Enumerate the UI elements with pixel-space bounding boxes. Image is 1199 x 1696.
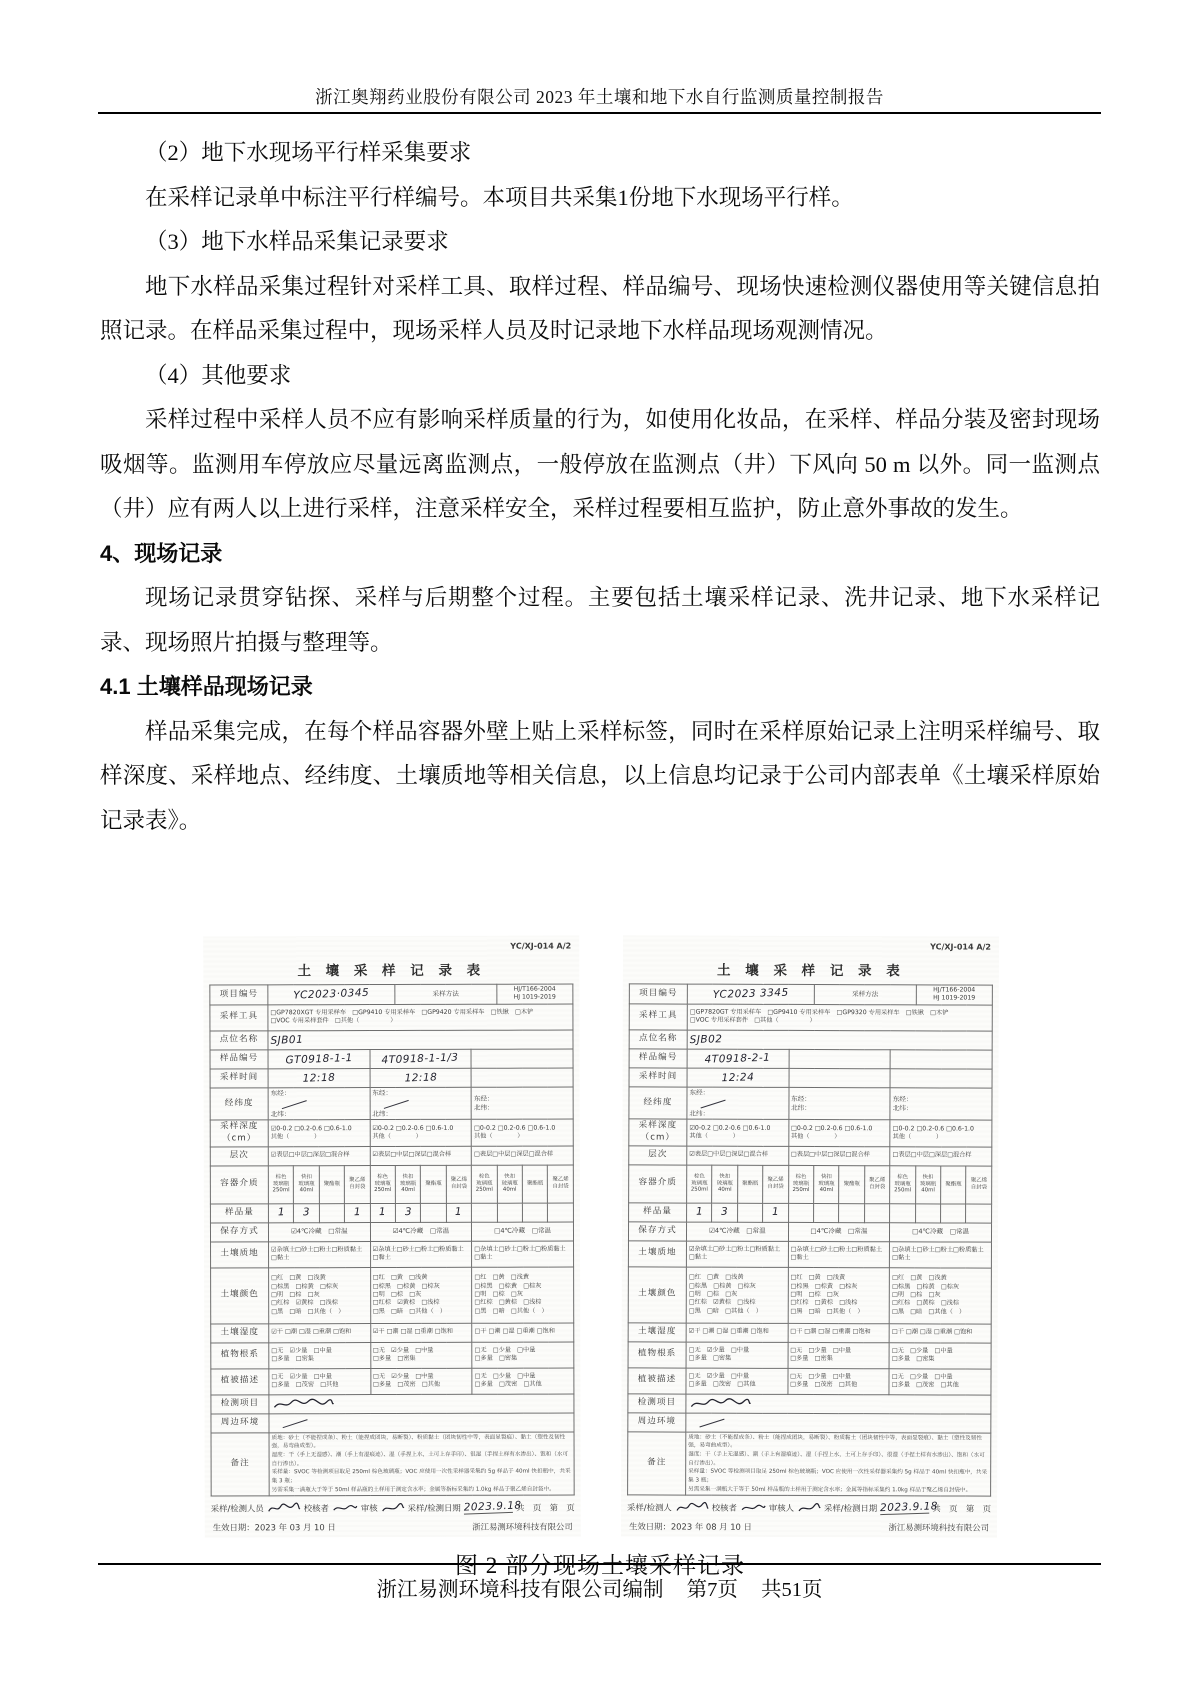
- form-cell: [294, 1203, 319, 1222]
- form-cell: ☑杂填土□砂土□粉土□粉质黏土 □黏土: [269, 1241, 371, 1267]
- form-cell: ☑干 □潮 □湿 □重潮 □饱和: [686, 1323, 788, 1342]
- form-cell: [497, 1203, 522, 1222]
- form-cell: [789, 1068, 891, 1087]
- signature-scribble: [267, 1502, 301, 1514]
- form-cell: □无 □少量 □中量 □多量 □密集: [889, 1342, 991, 1368]
- form-cell: 棕色 玻璃瓶 250ml: [268, 1165, 294, 1203]
- form-cell: [966, 1204, 992, 1223]
- page-footer: [100, 1572, 1099, 1602]
- form-cell: □杂填土□砂土□粉土□粉质黏土 □黏土: [788, 1241, 890, 1267]
- form-row: [628, 1393, 991, 1413]
- signature-scribble: [740, 1501, 766, 1513]
- form-cell: 东经： 北纬：: [268, 1087, 370, 1120]
- scanned-form-right: [621, 935, 999, 1537]
- form-row-label: 检测项目: [628, 1393, 686, 1412]
- form-cell: [789, 1049, 891, 1068]
- form-row-label: 层次: [629, 1145, 687, 1164]
- form-row-label: 样品编号: [629, 1049, 687, 1068]
- form-row-label: 采样工具: [210, 1005, 268, 1031]
- handwritten-slash: [280, 1413, 308, 1428]
- form-cell: □表层□中层□深层□混合样: [890, 1146, 992, 1165]
- form-cell: □无 ☑少量 □中量 □多量 □茂密 □其他: [370, 1368, 472, 1394]
- form-cell: □4℃冷藏 □常温: [890, 1222, 992, 1241]
- form-row-label: 检测项目: [211, 1394, 269, 1413]
- scanned-form-left: [203, 936, 581, 1538]
- form-cell: 聚酯瓶: [421, 1165, 447, 1203]
- handwritten-entry: 1: [353, 1206, 362, 1219]
- handwritten-entry: 1: [378, 1206, 387, 1219]
- checker-label: 校核者: [711, 1502, 737, 1513]
- form-row-label: 采样时间: [210, 1069, 268, 1088]
- form-cell: [864, 1203, 889, 1222]
- form-cell: □无 ☑少量 □中量 □多量 □密集: [370, 1342, 472, 1368]
- form-row-label: 植物根系: [628, 1341, 686, 1367]
- handwritten-entry: 12:18: [403, 1070, 438, 1085]
- form-cell: [269, 1413, 574, 1433]
- form-cell: [268, 1030, 573, 1050]
- form-cell: 棕色 玻璃瓶 250ml: [687, 1165, 713, 1203]
- form-cell: □无 ☑少量 □中量 □多量 □密集: [686, 1342, 788, 1368]
- form-cell: [345, 1203, 370, 1222]
- handwritten-entry: 1: [277, 1206, 285, 1219]
- paragraph: 样品采集完成，在每个样品容器外壁上贴上采样标签，同时在采样原始记录上注明采样编号、取样深度、采样地点、经纬度、土壤质地等相关信息，以上信息均记录于公司内部表单《土壤采样原始记录表》。: [100, 718, 1100, 833]
- form-cell: [686, 1413, 991, 1433]
- form-cell: [370, 1068, 472, 1087]
- form-row: [628, 1412, 991, 1432]
- form-cell: □杂填土□砂土□粉土□粉质黏土 □黏土: [472, 1241, 574, 1267]
- form-company: 浙江易测环境科技有限公司: [472, 1521, 573, 1532]
- form-cell: 聚乙烯 自封袋: [548, 1165, 574, 1203]
- form-row: [210, 1165, 573, 1204]
- form-cell: ☑干 □潮 □湿 □重潮 □饱和: [269, 1323, 371, 1342]
- form-cell: [319, 1203, 344, 1222]
- form-cell: □红 □黄 □浅黄 □棕黑 □棕黄 □棕灰 □明 □棕 □灰 □红棕 □黄棕 □浅棕 □黑 □暗 □其他（ ）: [889, 1267, 991, 1323]
- form-cell: [268, 1049, 370, 1068]
- form-row: [210, 1049, 573, 1069]
- form-cell: □GP7820GT 专用采样车 □GP9410 专用采样车 □GP9320 专用采样车 □铁锹 □木铲 □VOC 专用采样套件 □其他（ ）: [687, 1004, 992, 1031]
- form-row-label: 采样工具: [629, 1004, 687, 1030]
- scanned-forms-row: [100, 936, 1100, 1537]
- form-row: [210, 1119, 573, 1146]
- form-cell: [687, 1049, 789, 1068]
- form-row-label: 备注: [628, 1431, 686, 1495]
- form-cell: [737, 1203, 762, 1222]
- form-row: [210, 1068, 573, 1088]
- form-cell: □表层□中层□深层□混合样: [472, 1146, 574, 1165]
- form-cell: □无 ☑少量 □中量 □多量 □茂密 □其他: [269, 1368, 371, 1394]
- form-row-label: 项目编号: [210, 985, 268, 1005]
- form-row-label: 点位名称: [210, 1031, 268, 1050]
- section-heading-3: （3）地下水样品采集记录要求: [145, 229, 449, 254]
- form-cell: 快扣 玻璃瓶 40ml: [712, 1165, 738, 1203]
- form-row: [628, 1367, 991, 1394]
- form-row-label: 植物根系: [211, 1342, 269, 1368]
- effective-date: 生效日期：2023 年 08 月 10 日: [628, 1521, 752, 1532]
- form-cell: ☑干 □潮 □湿 □重潮 □饱和: [370, 1323, 472, 1342]
- form-row-label: 层次: [210, 1146, 268, 1165]
- form-row-label: 容器介质: [629, 1164, 687, 1202]
- form-cell: □红 □黄 □浅黄 □棕黑 □棕黄 □棕灰 □明 □棕 □灰 □红棕 ☑黄棕 □浅棕 □黑 □暗 □其他（ ）: [686, 1267, 788, 1323]
- form-row-label: 土壤湿度: [211, 1323, 269, 1342]
- soil-sampling-record-table: [209, 984, 574, 1497]
- form-cell: □无 □少量 □中量 □多量 □茂密 □其他: [788, 1368, 890, 1394]
- heading-site-records: 4、现场记录: [100, 540, 223, 566]
- form-cell: ☑4℃冷藏 □常温: [370, 1222, 472, 1241]
- form-cell: 聚酯瓶: [522, 1165, 548, 1203]
- form-cell: □干 □潮 □湿 □重潮 □饱和: [788, 1323, 890, 1342]
- form-cell: □4℃冷藏 □常温: [472, 1222, 574, 1241]
- form-cell: □4℃冷藏 □常温: [788, 1222, 890, 1241]
- form-row: [628, 1240, 991, 1267]
- signature-line: [211, 1501, 575, 1515]
- form-row: [629, 1030, 992, 1050]
- form-cell: □杂填土□砂土□粉土□粉质黏土 □黏土: [890, 1241, 992, 1267]
- form-row-label: 植被描述: [211, 1368, 269, 1394]
- form-row: [629, 1119, 992, 1146]
- form-doc-code: YC/XJ-014 A/2: [510, 941, 572, 951]
- form-row: [629, 1049, 992, 1069]
- form-cell: 棕色 玻璃瓶 250ml: [788, 1165, 814, 1203]
- form-cell: [395, 1203, 420, 1222]
- form-cell: ☑0-0.2 □0.2-0.6 □0.6-1.0 其他（ ）: [370, 1120, 472, 1146]
- checker-label: 校核者: [303, 1502, 329, 1513]
- handwritten-entry: GT0918-1-1: [285, 1051, 353, 1067]
- paragraph: 采样过程中采样人员不应有影响采样质量的行为，如使用化妆品，在采样、样品分装及密封现场吸烟等。监测用车停放应尽量远离监测点，一般停放在监测点（井）下风向 50 m 以外。同一监测点（井）应有两人以上进行采样，注意采样安全，采样过程要相互监护，防止意外事故的发生。: [100, 407, 1100, 521]
- form-cell: [712, 1203, 737, 1222]
- header-rule: [98, 112, 1101, 114]
- form-cell: [370, 1203, 395, 1222]
- form-row: [629, 984, 992, 1005]
- form-cell: ☑杂填土□砂土□粉土□粉质黏土 □黏土: [370, 1241, 472, 1267]
- form-cell: □0-0.2 □0.2-0.6 □0.6-1.0 其他（ ）: [890, 1120, 992, 1147]
- sampler-label: 采样/检测人: [627, 1502, 672, 1513]
- handwritten-scribble: [271, 1400, 335, 1408]
- form-row-label: 项目编号: [629, 984, 687, 1004]
- form-cell: [839, 1203, 864, 1222]
- form-row: [211, 1241, 574, 1268]
- form-row-label: 采样深度（cm）: [210, 1120, 268, 1146]
- form-row-label: 植被描述: [628, 1367, 686, 1393]
- sampler-label: 采样/检测人员: [210, 1503, 264, 1514]
- form-row-label: 采样深度（cm）: [629, 1119, 687, 1145]
- handwritten-entry: 1: [455, 1206, 463, 1219]
- form-row-label: 采样时间: [629, 1068, 687, 1087]
- form-cell: 聚乙烯 自封袋: [763, 1165, 789, 1203]
- form-cell: □无 □少量 □中量 □多量 □密集: [472, 1342, 574, 1368]
- form-cell: 聚酯瓶: [319, 1165, 345, 1203]
- form-cell: 聚乙烯 自封袋: [345, 1165, 371, 1203]
- form-row: [210, 1087, 573, 1121]
- form-cell: 东经： 北纬：: [687, 1087, 789, 1120]
- form-cell: 聚乙烯 自封袋: [966, 1166, 992, 1204]
- form-cell: [763, 1203, 788, 1222]
- handwritten-entry: SJB01: [270, 1033, 304, 1047]
- form-row: [210, 1222, 573, 1242]
- form-cell: [941, 1204, 966, 1223]
- footer-page-total: 共51页: [761, 1579, 823, 1601]
- form-row-label: 容器介质: [210, 1165, 268, 1203]
- form-row-label: 保存方式: [210, 1222, 268, 1241]
- signature-scribble: [381, 1502, 405, 1514]
- form-row: [210, 984, 573, 1005]
- page-count-label: 共 页 第 页: [516, 1502, 575, 1513]
- form-cell: 聚酯瓶: [839, 1165, 865, 1203]
- section-heading-2: （2）地下水现场平行样采集要求: [145, 140, 472, 165]
- reviewer-label: 审核: [360, 1502, 378, 1513]
- footer-rule: [98, 1563, 1101, 1565]
- form-cell: 快扣 玻璃瓶 40ml: [294, 1165, 320, 1203]
- form-row-label: 周边环境: [211, 1413, 269, 1432]
- form-cell: [686, 1394, 991, 1414]
- footer-maker: 浙江易测环境科技有限公司编制: [376, 1579, 664, 1601]
- form-cell: 质地：砂土（不能捏成条）、粉土（能捏成团块，易断裂）、粉质黏土（团块韧性中等，表面显裂痕）、黏土（塑性及韧性强，易弯曲成型）。 湿度：干（手上无湿感）、潮（手上有湿痕迹）、湿（手捏上水，土可上存手印）、很湿（手捏土样有水渗出）、饱和（水可自行渗出）。 采样量：SVOC 等检测项目取足 250ml 棕色玻璃瓶；VOC 应使用一次性采样器采集约 5g 样品于 40ml 快扣瓶中，共采集 3 瓶； 另需采集一满瓶大于等于 50ml 样品瓶的土样用于测定含水率；金属等指标采集约 1.0kg 样品于聚乙烯自封袋中。: [269, 1432, 574, 1496]
- form-cell: 棕色 玻璃瓶 250ml: [472, 1165, 498, 1203]
- form-row-label: 保存方式: [628, 1221, 686, 1240]
- form-company: 浙江易测环境科技有限公司: [888, 1522, 990, 1533]
- form-cell: [471, 1049, 573, 1068]
- form-row: [629, 1087, 992, 1121]
- form-cell: □红 □黄 □浅黄 □棕黑 □棕黄 □棕灰 □明 □棕 □灰 □红棕 ☑黄棕 □浅棕 □黑 □暗 □其他（ ）: [269, 1267, 371, 1323]
- form-cell: [370, 1049, 472, 1068]
- form-cell: ☑4℃冷藏 □常温: [686, 1222, 788, 1241]
- form-cell: 聚酯瓶: [941, 1166, 967, 1204]
- form-row-label: 土壤颜色: [628, 1266, 686, 1322]
- form-row: [211, 1267, 574, 1324]
- form-cell: 聚乙烯 自封袋: [864, 1165, 890, 1203]
- form-cell: [421, 1203, 446, 1222]
- form-row: [210, 1203, 573, 1223]
- form-cell: 东经： 北纬：: [789, 1087, 891, 1120]
- form-cell: [687, 1203, 712, 1222]
- form-row: [628, 1431, 991, 1496]
- form-row-label: 样品量: [629, 1202, 687, 1221]
- form-row: [211, 1394, 574, 1414]
- date-label: 采样/检测日期: [823, 1502, 878, 1513]
- form-cell: □红 □黄 □浅黄 □棕黑 □棕黄 □棕灰 □明 □棕 □灰 □红棕 ☑黄棕 □浅棕 □黑 □暗 □其他（ ）: [370, 1267, 472, 1323]
- form-cell: □无 □少量 □中量 □多量 □茂密 □其他: [472, 1368, 574, 1394]
- form-cell: □表层□中层□深层□混合样: [788, 1146, 890, 1165]
- handwritten-scribble: [688, 1399, 752, 1407]
- form-cell: □无 ☑少量 □中量 □多量 □密集: [269, 1342, 371, 1368]
- form-cell: [269, 1394, 574, 1414]
- form-row-label: 经纬度: [629, 1087, 687, 1120]
- form-row: [210, 1004, 573, 1031]
- form-cell: ☑杂填土□砂土□粉土□粉质黏土 □黏土: [686, 1241, 788, 1267]
- soil-sampling-record-table: [627, 983, 993, 1496]
- form-cell: □0-0.2 □0.2-0.6 □0.6-1.0 其他（ ）: [471, 1119, 573, 1145]
- form-row-label: 土壤颜色: [211, 1267, 269, 1323]
- form-cell: 聚酯瓶: [737, 1165, 763, 1203]
- form-cell: □无 □少量 □中量 □多量 □密集: [788, 1342, 890, 1368]
- form-row: [628, 1322, 991, 1342]
- form-cell: [548, 1203, 574, 1222]
- handwritten-entry: YC2023·0345: [293, 987, 370, 1002]
- form-cell: [522, 1203, 547, 1222]
- form-row-label: 土壤质地: [211, 1241, 269, 1267]
- form-cell: ☑0-0.2 □0.2-0.6 □0.6-1.0 其他（ ）: [268, 1120, 370, 1146]
- form-row-label: 样品编号: [210, 1050, 268, 1069]
- form-cell: 聚乙烯 自封袋: [446, 1165, 472, 1203]
- paragraph: 在采样记录单中标注平行样编号。本项目共采集1份地下水现场平行样。: [145, 184, 854, 210]
- form-row: [211, 1432, 574, 1497]
- signature-scribble: [332, 1502, 358, 1514]
- signature-scribble: [675, 1501, 709, 1513]
- form-row: [628, 1266, 991, 1323]
- handwritten-entry: 3: [302, 1206, 311, 1219]
- figure-area: [100, 936, 1100, 1580]
- form-cell: [814, 1203, 839, 1222]
- effective-date: 生效日期：2023 年 03 月 10 日: [212, 1522, 336, 1533]
- form-cell: [268, 1068, 370, 1087]
- signature-line: [627, 1501, 991, 1515]
- date-label: 采样/检测日期: [407, 1502, 461, 1513]
- form-title: 土 壤 采 样 记 录 表: [717, 962, 905, 980]
- page-count-label: 共 页 第 页: [932, 1503, 992, 1514]
- form-cell: □无 □少量 □中量 □多量 □茂密 □其他: [889, 1368, 991, 1394]
- form-cell: □红 □黄 □浅黄 □棕黑 □棕黄 □棕灰 □明 □棕 □灰 □红棕 □黄棕 □浅棕 □黑 □暗 □其他（ ）: [472, 1267, 574, 1323]
- form-cell: ☑4℃冷藏 □常温: [268, 1222, 370, 1241]
- form-cell: [268, 1203, 293, 1222]
- form-cell: [890, 1203, 915, 1222]
- form-cell: [472, 1203, 497, 1222]
- form-cell: □干 □潮 □湿 □重潮 □饱和: [472, 1323, 574, 1342]
- form-cell: [446, 1203, 471, 1222]
- form-cell: [890, 1068, 992, 1087]
- form-row: [629, 1202, 992, 1222]
- form-cell: ☑表层□中层□深层□混合样: [268, 1146, 370, 1165]
- form-footer: [629, 1521, 989, 1534]
- form-row: [210, 1146, 573, 1166]
- form-cell: HJ/T166-2004 HJ 1019-2019: [496, 984, 572, 1004]
- page-header-title: 浙江奥翔药业股份有限公司 2023 年土壤和地下水自行监测质量控制报告: [315, 87, 884, 107]
- form-row-label: 样品量: [210, 1203, 268, 1222]
- form-cell: 采样方法: [814, 985, 916, 1005]
- form-row: [629, 1004, 992, 1031]
- form-row: [210, 1030, 573, 1050]
- handwritten-entry: 12:18: [302, 1071, 336, 1085]
- form-cell: 采样方法: [395, 984, 497, 1004]
- form-cell: [687, 1068, 789, 1087]
- form-cell: 东经： 北纬：: [370, 1087, 472, 1120]
- form-row: [629, 1164, 992, 1203]
- handwritten-entry: 3: [404, 1206, 412, 1219]
- form-cell: 棕色 玻璃瓶 250ml: [370, 1165, 396, 1203]
- section-heading-4: （4）其他要求: [145, 362, 292, 388]
- handwritten-date: 2023.9.18: [463, 1499, 522, 1514]
- form-cell: [890, 1049, 992, 1068]
- form-cell: ☑0-0.2 □0.2-0.6 □0.6-1.0 其他（ ）: [687, 1119, 789, 1146]
- figure-caption: 图 2 部分现场土壤采样记录: [455, 1553, 745, 1579]
- form-cell: 棕色 玻璃瓶 250ml: [890, 1165, 916, 1203]
- form-cell: □GP7820XGT 专用采样车 □GP9410 专用采样车 □GP9420 专用采样车 □铁锹 □木铲 □VOC 专用采样套件 □其他（ ）: [268, 1004, 573, 1031]
- form-cell: ☑表层□中层□深层□混合样: [687, 1146, 789, 1165]
- form-cell: [687, 984, 814, 1004]
- form-cell: ☑表层□中层□深层□混合样: [370, 1146, 472, 1165]
- paragraph: 现场记录贯穿钻探、采样与后期整个过程。主要包括土壤采样记录、洗井记录、地下水采样记录、现场照片拍摄与整理等。: [100, 585, 1100, 655]
- form-cell: □干 □潮 □湿 □重潮 □饱和: [889, 1323, 991, 1342]
- handwritten-entry: 4T0918-1-1/3: [381, 1051, 460, 1066]
- handwritten-slash: [697, 1413, 725, 1427]
- footer-page-number: 第7页: [686, 1579, 738, 1601]
- form-row: [628, 1221, 991, 1241]
- form-row: [628, 1341, 991, 1368]
- handwritten-entry: YC2023 3345: [712, 986, 789, 1002]
- form-cell: HJ/T166-2004 HJ 1019-2019: [916, 985, 992, 1005]
- form-cell: [268, 984, 395, 1004]
- form-cell: 快扣 玻璃瓶 40ml: [395, 1165, 421, 1203]
- form-cell: 东经： 北纬：: [471, 1087, 573, 1120]
- handwritten-entry: SJB02: [689, 1032, 723, 1046]
- form-cell: 质地：砂土（不能捏成条）、粉土（能捏成团块，易断裂）、粉质黏土（团块韧性中等，表面显裂痕）、黏土（塑性及韧性强，易弯曲成型）。 湿度：干（手上无湿感）、潮（手上有湿痕迹）、湿（手捏上水，土可上存手印）、很湿（手捏土样有水渗出）、饱和（水可自行渗出）。 采样量：SVOC 等检测项目取足 250ml 棕色玻璃瓶；VOC 应使用一次性采样器采集约 5g 样品于 40ml 快扣瓶中，共采集 3 瓶； 另需采集一满瓶大于等于 50ml 样品瓶的土样用于测定含水率；金属等指标采集约 1.0kg 样品于聚乙烯自封袋中。: [686, 1432, 991, 1497]
- form-cell: 快扣 玻璃瓶 40ml: [814, 1165, 840, 1203]
- form-cell: □红 □黄 □浅黄 □棕黑 □棕黄 □棕灰 □明 □棕 □灰 □红棕 □黄棕 □浅棕 □黑 □暗 □其他（ ）: [788, 1267, 890, 1323]
- form-row: [629, 1068, 992, 1088]
- form-cell: 东经： 北纬：: [890, 1087, 992, 1120]
- form-title: 土 壤 采 样 记 录 表: [297, 962, 486, 980]
- handwritten-entry: 12:24: [721, 1070, 755, 1084]
- form-row: [211, 1342, 574, 1369]
- form-row-label: 备注: [211, 1432, 269, 1496]
- form-cell: □无 ☑少量 □中量 □多量 □茂密 □其他: [686, 1368, 788, 1394]
- form-row-label: 土壤湿度: [628, 1322, 686, 1341]
- form-row-label: 点位名称: [629, 1030, 687, 1049]
- handwritten-date: 2023.9.18: [879, 1500, 939, 1515]
- form-doc-code: YC/XJ-014 A/2: [930, 942, 992, 952]
- signature-scribble: [797, 1502, 821, 1514]
- form-row: [629, 1145, 992, 1165]
- form-row: [211, 1413, 574, 1433]
- handwritten-entry: 1: [695, 1205, 704, 1219]
- form-row-label: 经纬度: [210, 1088, 268, 1121]
- form-cell: [471, 1068, 573, 1087]
- form-cell: □0-0.2 □0.2-0.6 □0.6-1.0 其他（ ）: [788, 1120, 890, 1147]
- paragraph: 地下水样品采集过程针对采样工具、取样过程、样品编号、现场快速检测仪器使用等关键信息拍照记录。在样品采集过程中，现场采样人员及时记录地下水样品现场观测情况。: [100, 273, 1100, 343]
- form-row-label: 土壤质地: [628, 1240, 686, 1266]
- handwritten-entry: 4T0918-2-1: [704, 1051, 771, 1066]
- form-cell: [915, 1203, 940, 1222]
- handwritten-entry: 1: [771, 1206, 780, 1219]
- form-cell: [788, 1203, 813, 1222]
- body-content: [100, 131, 1100, 843]
- reviewer-label: 审核人: [768, 1502, 795, 1513]
- heading-soil-sample-records: 4.1 土壤样品现场记录: [100, 674, 313, 699]
- form-row: [211, 1323, 574, 1343]
- form-cell: 快扣 玻璃瓶 40ml: [915, 1165, 941, 1203]
- form-footer: [213, 1521, 573, 1534]
- handwritten-entry: 3: [720, 1206, 729, 1219]
- form-row-label: 周边环境: [628, 1412, 686, 1431]
- form-cell: 快扣 玻璃瓶 40ml: [497, 1165, 523, 1203]
- form-cell: [687, 1030, 992, 1050]
- form-row: [211, 1368, 574, 1395]
